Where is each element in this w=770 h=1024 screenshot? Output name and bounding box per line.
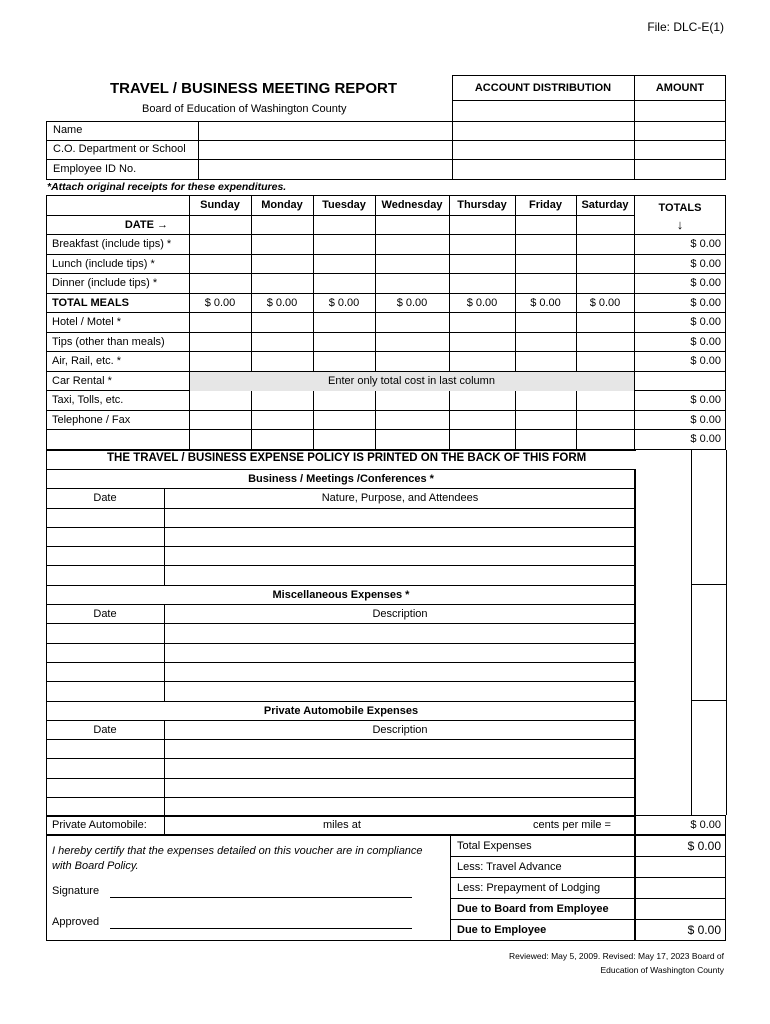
file-label: File: DLC-E(1) [647, 20, 724, 34]
row-total: $ 0.00 [690, 258, 721, 270]
expense-day-cell[interactable] [314, 255, 375, 273]
expense-label: Car Rental * [52, 375, 112, 387]
expense-day-cell[interactable] [314, 274, 375, 292]
row-total: $ 0.00 [690, 238, 721, 250]
expense-day-cell[interactable] [516, 235, 576, 253]
section-date-cell[interactable] [47, 759, 163, 776]
section-line [46, 488, 636, 489]
department-field[interactable] [200, 141, 452, 158]
section-line [46, 720, 636, 721]
meal-day-total: $ 0.00 [396, 297, 428, 309]
section-desc-cell[interactable] [165, 740, 635, 757]
expense-day-cell[interactable] [577, 352, 634, 370]
approved-line[interactable] [110, 928, 412, 929]
expense-label: Breakfast (include tips) * [52, 238, 172, 250]
expense-day-cell[interactable] [314, 391, 375, 409]
expense-day-cell[interactable] [450, 255, 515, 273]
day-header-monday: Monday [261, 199, 303, 211]
employee-id-field[interactable] [200, 160, 452, 179]
section-date-cell[interactable] [47, 624, 163, 641]
summary-value: $ 0.00 [687, 923, 721, 937]
expense-day-cell[interactable] [252, 313, 313, 331]
date-cell[interactable] [252, 216, 313, 234]
name-field[interactable] [200, 122, 452, 139]
summary-label: Due to Board from Employee [457, 903, 609, 915]
section-date-cell[interactable] [47, 547, 163, 564]
date-cell[interactable] [314, 216, 375, 234]
section-desc-cell[interactable] [165, 759, 635, 776]
section-date-divider [164, 604, 165, 701]
expense-day-cell[interactable] [450, 391, 515, 409]
day-header-thursday: Thursday [457, 199, 507, 211]
expense-day-cell[interactable] [450, 352, 515, 370]
certify-line-1: I hereby certify that the expenses detailed on this voucher are in compliance [52, 845, 423, 857]
section-line [46, 604, 636, 605]
section-title-auto: Private Automobile Expenses [263, 704, 419, 717]
row-total: $ 0.00 [690, 394, 721, 406]
section-date-cell[interactable] [47, 644, 163, 661]
attach-note: *Attach original receipts for these expenditures. [47, 181, 287, 193]
expense-day-cell[interactable] [516, 411, 576, 429]
subtotal-line [691, 584, 726, 585]
expense-day-cell[interactable] [450, 430, 515, 448]
car-rental-note: Enter only total cost in last column [328, 375, 495, 387]
expense-day-cell[interactable] [516, 352, 576, 370]
meal-day-total: $ 0.00 [466, 297, 498, 309]
section-desc-header: Description [372, 608, 428, 620]
date-cell[interactable] [376, 216, 449, 234]
expense-day-cell[interactable] [190, 430, 251, 448]
date-cell[interactable] [450, 216, 515, 234]
row-total: $ 0.00 [690, 355, 721, 367]
expense-day-cell[interactable] [376, 333, 449, 351]
expense-day-cell[interactable] [450, 235, 515, 253]
footer-line-2: Education of Washington County [600, 965, 724, 975]
totals-row-line [634, 429, 726, 430]
expense-day-cell[interactable] [577, 235, 634, 253]
expense-day-cell[interactable] [252, 411, 313, 429]
section-desc-cell[interactable] [165, 798, 635, 815]
expense-day-cell[interactable] [252, 391, 313, 409]
totals-row-line [634, 273, 726, 274]
section-desc-cell[interactable] [165, 509, 635, 526]
day-header-saturday: Saturday [581, 199, 629, 211]
row-total: $ 0.00 [690, 433, 721, 445]
expense-day-cell[interactable] [516, 274, 576, 292]
policy-banner: THE TRAVEL / BUSINESS EXPENSE POLICY IS PRINTED ON THE BACK OF THIS FORM [107, 452, 587, 464]
section-date-cell[interactable] [47, 682, 163, 699]
expense-day-cell[interactable] [516, 391, 576, 409]
totals-arrow-icon: ↓ [676, 217, 684, 232]
expense-day-cell[interactable] [450, 333, 515, 351]
expense-day-cell[interactable] [190, 274, 251, 292]
expense-day-cell[interactable] [376, 255, 449, 273]
lower-right-line [634, 469, 636, 815]
expense-day-cell[interactable] [190, 235, 251, 253]
expense-label: Telephone / Fax [52, 414, 131, 426]
expense-label: Dinner (include tips) * [52, 277, 158, 289]
expense-day-cell[interactable] [376, 274, 449, 292]
section-desc-cell[interactable] [165, 644, 635, 661]
expense-day-cell[interactable] [252, 255, 313, 273]
section-date-cell[interactable] [47, 779, 163, 796]
section-date-cell[interactable] [47, 740, 163, 757]
expense-day-cell[interactable] [314, 411, 375, 429]
section-date-divider [164, 488, 165, 585]
totals-row-line [634, 371, 726, 372]
expense-day-cell[interactable] [376, 391, 449, 409]
section-desc-cell[interactable] [165, 624, 635, 641]
expense-day-cell[interactable] [252, 235, 313, 253]
expense-day-cell[interactable] [190, 411, 251, 429]
totals-row-line [634, 234, 726, 235]
section-desc-cell[interactable] [165, 682, 635, 699]
totals-row-line [634, 293, 726, 294]
expense-day-cell[interactable] [577, 333, 634, 351]
expense-day-cell[interactable] [516, 313, 576, 331]
lower-left-line [46, 450, 47, 815]
footer-line-1: Reviewed: May 5, 2009. Revised: May 17, 2023 Board of [509, 951, 724, 961]
expense-day-cell[interactable] [577, 430, 634, 448]
meal-day-total: $ 0.00 [266, 297, 298, 309]
section-date-cell[interactable] [47, 509, 163, 526]
expense-day-cell[interactable] [376, 411, 449, 429]
summary-row-line [450, 877, 726, 878]
account-distribution-header: ACCOUNT DISTRIBUTION [474, 82, 612, 94]
expense-day-cell[interactable] [314, 313, 375, 331]
expense-day-cell[interactable] [376, 430, 449, 448]
private-auto-total: $ 0.00 [690, 819, 721, 831]
expense-day-cell[interactable] [314, 333, 375, 351]
section-line [46, 585, 636, 586]
expense-label: Hotel / Motel * [52, 316, 122, 328]
expense-day-cell[interactable] [577, 255, 634, 273]
expense-day-cell[interactable] [577, 274, 634, 292]
expense-day-cell[interactable] [450, 411, 515, 429]
expense-label: Air, Rail, etc. * [52, 355, 122, 367]
section-desc-header: Description [372, 724, 428, 736]
section-line [46, 701, 636, 702]
date-row-label: DATE → [124, 219, 168, 231]
expense-day-cell[interactable] [577, 391, 634, 409]
expense-day-cell[interactable] [450, 274, 515, 292]
form-title: TRAVEL / BUSINESS MEETING REPORT [110, 80, 397, 97]
row-total: $ 0.00 [690, 336, 721, 348]
expense-day-cell[interactable] [450, 313, 515, 331]
date-cell[interactable] [516, 216, 576, 234]
section-desc-cell[interactable] [165, 528, 635, 545]
date-cell[interactable] [577, 216, 634, 234]
expense-day-cell[interactable] [314, 430, 375, 448]
section-date-header: Date [93, 492, 117, 504]
expense-day-cell[interactable] [252, 430, 313, 448]
row-total: $ 0.00 [690, 277, 721, 289]
section-date-cell[interactable] [47, 566, 163, 583]
approved-label: Approved [52, 916, 100, 928]
date-cell[interactable] [190, 216, 251, 234]
totals-row-line [634, 410, 726, 411]
section-desc-cell[interactable] [165, 547, 635, 564]
expense-day-cell[interactable] [516, 333, 576, 351]
section-title-misc: Miscellaneous Expenses * [272, 588, 410, 601]
day-header-tuesday: Tuesday [322, 199, 366, 211]
meal-day-total: $ 0.00 [328, 297, 360, 309]
day-header-sunday: Sunday [200, 199, 240, 211]
private-auto-cents: cents per mile = [533, 819, 611, 831]
expense-label: Tips (other than meals) [52, 336, 165, 348]
section-title-business: Business / Meetings /Conferences * [248, 473, 434, 485]
section-date-header: Date [93, 724, 117, 736]
summary-row-line [450, 898, 726, 899]
summary-label: Less: Prepayment of Lodging [457, 882, 601, 894]
section-date-cell[interactable] [47, 663, 163, 680]
grid-row-line [46, 293, 634, 294]
row-total: $ 0.00 [690, 414, 721, 426]
expense-day-cell[interactable] [190, 352, 251, 370]
private-auto-row [46, 815, 726, 835]
summary-row-line [450, 856, 726, 857]
lower-top-line [46, 469, 636, 470]
row-total: $ 0.00 [690, 316, 721, 328]
section-desc-cell[interactable] [165, 663, 635, 680]
employee-id-label: Employee ID No. [53, 163, 137, 175]
banner-top-line [46, 450, 636, 451]
expense-day-cell[interactable] [252, 274, 313, 292]
private-auto-miles: miles at [323, 819, 361, 831]
section-date-cell[interactable] [47, 798, 163, 815]
amount-header: AMOUNT [655, 82, 705, 94]
expense-day-cell[interactable] [252, 333, 313, 351]
subtotal-col-line [726, 450, 727, 815]
summary-label: Total Expenses [457, 840, 532, 852]
day-header-friday: Friday [528, 199, 562, 211]
section-date-header: Date [93, 608, 117, 620]
expense-day-cell[interactable] [314, 352, 375, 370]
expense-label: TOTAL MEALS [52, 297, 129, 309]
day-header-wednesday: Wednesday [381, 199, 443, 211]
totals-header: TOTALS [658, 202, 702, 214]
expense-day-cell[interactable] [577, 411, 634, 429]
private-auto-label: Private Automobile: [52, 819, 147, 831]
summary-label: Due to Employee [457, 924, 547, 936]
certify-line-2: with Board Policy. [52, 860, 139, 872]
signature-line[interactable] [110, 897, 412, 898]
meal-day-total: $ 0.00 [204, 297, 236, 309]
subtotal-col-line [691, 450, 692, 815]
signature-label: Signature [52, 885, 100, 897]
totals-row-line [634, 390, 726, 391]
expense-day-cell[interactable] [577, 313, 634, 331]
expense-day-cell[interactable] [314, 235, 375, 253]
meal-day-total: $ 0.00 [530, 297, 561, 309]
summary-label: Less: Travel Advance [457, 861, 562, 873]
department-label: C.O. Department or School [53, 143, 186, 155]
expense-day-cell[interactable] [190, 313, 251, 331]
summary-row-line [450, 919, 726, 920]
form-subtitle: Board of Education of Washington County [142, 103, 347, 115]
expense-day-cell[interactable] [190, 391, 251, 409]
subtotal-line [691, 700, 726, 701]
section-date-cell[interactable] [47, 528, 163, 545]
section-desc-header: Nature, Purpose, and Attendees [321, 492, 479, 504]
expense-day-cell[interactable] [376, 313, 449, 331]
section-date-divider [164, 720, 165, 816]
expense-label: Taxi, Tolls, etc. [52, 394, 124, 406]
expense-day-cell[interactable] [190, 255, 251, 273]
totals-row-line [634, 312, 726, 313]
expense-day-cell[interactable] [376, 235, 449, 253]
row-total: $ 0.00 [690, 297, 721, 309]
summary-value: $ 0.00 [687, 839, 721, 853]
expense-day-cell[interactable] [516, 255, 576, 273]
totals-row-line [634, 351, 726, 352]
section-desc-cell[interactable] [165, 566, 635, 583]
grid-top-line [46, 195, 634, 196]
meal-day-total: $ 0.00 [589, 297, 621, 309]
expense-day-cell[interactable] [516, 430, 576, 448]
totals-row-line [634, 332, 726, 333]
expense-day-cell[interactable] [190, 333, 251, 351]
name-label: Name [53, 124, 83, 136]
expense-day-cell[interactable] [376, 352, 449, 370]
totals-row-line [634, 254, 726, 255]
expense-day-cell[interactable] [252, 352, 313, 370]
expense-label: Lunch (include tips) * [52, 258, 155, 270]
section-desc-cell[interactable] [165, 779, 635, 796]
